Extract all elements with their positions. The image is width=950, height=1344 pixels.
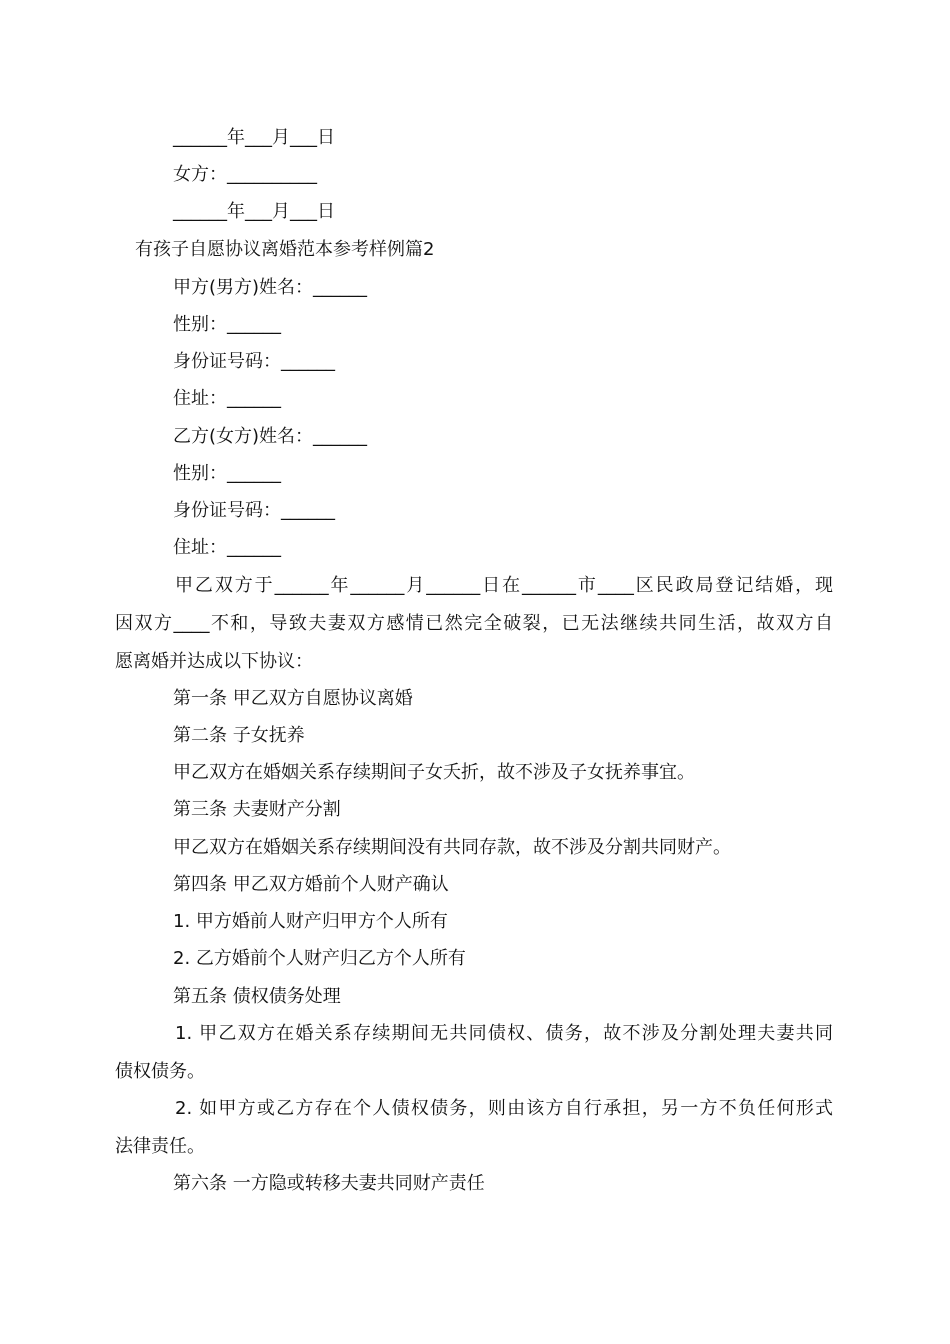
party-b-name-field: 乙方(女方)姓名：______	[173, 426, 368, 447]
signature-date-male: ______年___月___日	[173, 127, 335, 148]
article-5-title: 第五条 债权债务处理	[173, 986, 341, 1007]
party-b-id-field: 身份证号码：______	[173, 500, 335, 521]
article-5-item-1-line-1: 1. 甲乙双方在婚关系存续期间无共同债权、债务，故不涉及分割处理夫妻共同	[175, 1023, 833, 1044]
intro-paragraph-line-3: 愿离婚并达成以下协议：	[115, 651, 313, 672]
article-3-text: 甲乙双方在婚姻关系存续期间没有共同存款，故不涉及分割共同财产。	[173, 837, 731, 858]
article-3-title: 第三条 夫妻财产分割	[173, 799, 341, 820]
intro-paragraph-line-1: 甲乙双方于______年______月______日在______市____区民政局登记结婚，现	[175, 575, 833, 596]
article-5-item-2-line-1: 2. 如甲方或乙方存在个人债权债务，则由该方自行承担，另一方不负任何形式	[175, 1098, 833, 1119]
article-4-item-2: 2. 乙方婚前个人财产归乙方个人所有	[173, 948, 466, 969]
signature-date-female: ______年___月___日	[173, 201, 335, 222]
party-a-address-field: 住址：______	[173, 388, 281, 409]
party-a-name-field: 甲方(男方)姓名：______	[173, 277, 368, 298]
female-party-signature: 女方：__________	[173, 164, 317, 185]
intro-paragraph-line-2: 因双方____不和，导致夫妻双方感情已然完全破裂，已无法继续共同生活，故双方自	[115, 613, 833, 634]
party-a-gender-field: 性别：______	[173, 314, 281, 335]
article-6-title: 第六条 一方隐或转移夫妻共同财产责任	[173, 1173, 485, 1194]
article-5-item-2-line-2: 法律责任。	[115, 1136, 205, 1157]
article-5-item-1-line-2: 债权债务。	[115, 1061, 205, 1082]
article-2-title: 第二条 子女抚养	[173, 725, 305, 746]
article-1-title: 第一条 甲乙双方自愿协议离婚	[173, 688, 413, 709]
party-b-address-field: 住址：______	[173, 537, 281, 558]
party-a-id-field: 身份证号码：______	[173, 351, 335, 372]
article-2-text: 甲乙双方在婚姻关系存续期间子女夭折，故不涉及子女抚养事宜。	[173, 762, 695, 783]
party-b-gender-field: 性别：______	[173, 463, 281, 484]
section-heading: 有孩子自愿协议离婚范本参考样例篇2	[135, 239, 435, 260]
article-4-item-1: 1. 甲方婚前人财产归甲方个人所有	[173, 911, 448, 932]
article-4-title: 第四条 甲乙双方婚前个人财产确认	[173, 874, 449, 895]
